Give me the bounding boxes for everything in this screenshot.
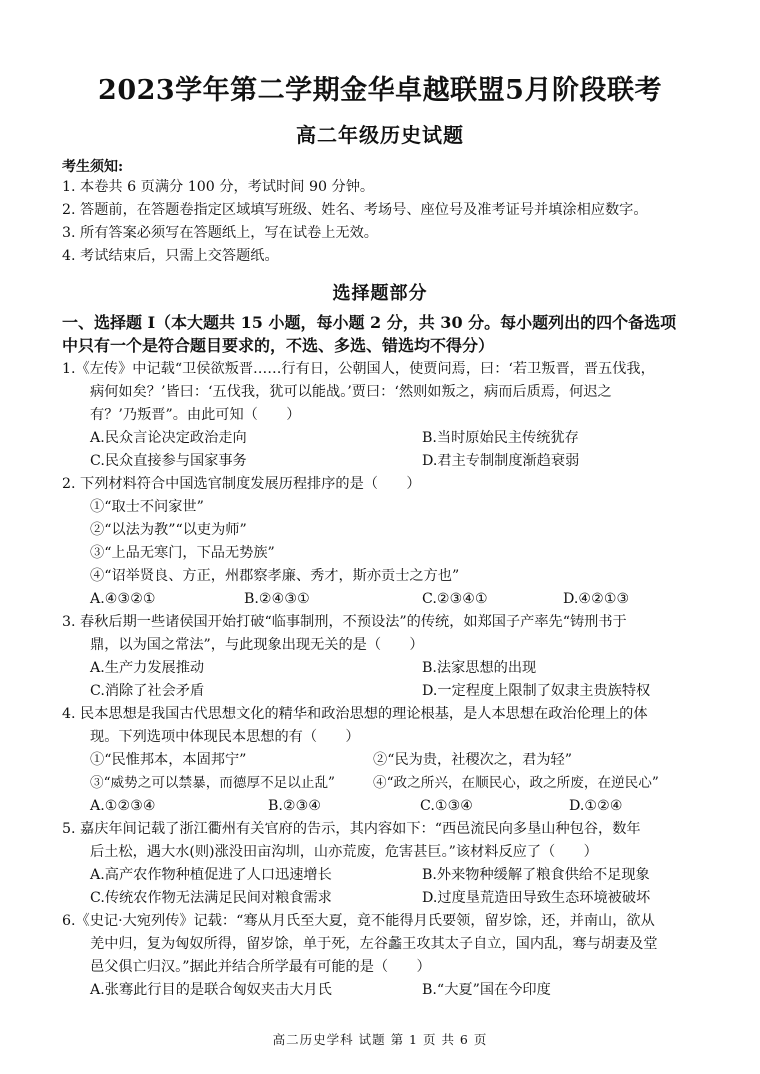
question-3-option-d: D.一定程度上限制了奴隶主贵族特权: [422, 683, 651, 699]
question-6-option-a: A.张骞此行目的是联合匈奴夹击大月氏: [90, 982, 332, 998]
question-6-option-b: B.“大夏”国在今印度: [422, 982, 551, 998]
question-1-stem: 有？’乃叛晋”。由此可知（ ）: [90, 407, 301, 423]
question-1-stem: 1.《左传》中记载“卫侯欲叛晋……行有日，公朝国人，使贾问焉，曰：‘若卫叛晋，晋五伐我，: [62, 361, 655, 377]
question-4-stem: 4. 民本思想是我国古代思想文化的精华和政治思想的理论根基，是人本思想在政治伦理上的体: [62, 706, 648, 722]
notice-item: 1. 本卷共 6 页满分 100 分，考试时间 90 分钟。: [62, 179, 375, 195]
question-6-stem: 羌中归，复为匈奴所得，留岁馀，单于死，左谷蠡王攻其太子自立，国内乱，骞与胡妻及堂: [90, 936, 658, 952]
question-1-stem: 病何如矣？’皆曰：‘五伐我，犹可以能战。’贾曰：‘然则如叛之，病而后质焉，何迟之: [90, 384, 612, 400]
part-instruction: 中只有一个是符合题目要求的，不选、多选、错选均不得分）: [62, 336, 495, 355]
question-3-option-b: B.法家思想的出现: [422, 660, 537, 676]
question-3-option-a: A.生产力发展推动: [90, 660, 205, 676]
question-2-option-d: D.④②①③: [563, 591, 630, 607]
part-instruction: 一、选择题 I（本大题共 15 小题，每小题 2 分，共 30 分。每小题列出的四个备选项: [62, 313, 677, 332]
question-6-stem: 邑父俱亡归汉。”据此并结合所学最有可能的是（ ）: [90, 959, 431, 975]
question-2-stem: 2. 下列材料符合中国选官制度发展历程排序的是（ ）: [62, 476, 421, 492]
question-5-option-a: A.高产农作物种植促进了人口迅速增长: [90, 867, 332, 883]
notice-item: 3. 所有答案必须写在答题纸上，写在试卷上无效。: [62, 225, 378, 241]
question-5-option-b: B.外来物种缓解了粮食供给不足现象: [422, 867, 650, 883]
question-6-stem: 6.《史记·大宛列传》记载：“骞从月氏至大夏，竟不能得月氏要领，留岁馀，还，并南山，欲从: [62, 913, 655, 929]
question-4-option-c: C.①③④: [420, 798, 474, 814]
question-1-option-b: B.当时原始民主传统犹存: [422, 430, 579, 446]
question-5-option-d: D.过度垦荒造田导致生态环境被破坏: [422, 890, 651, 906]
question-1-option-a: A.民众言论决定政治走向: [90, 430, 247, 446]
question-5-option-c: C.传统农作物无法满足民间对粮食需求: [90, 890, 332, 906]
question-4-option-b: B.②③④: [268, 798, 322, 814]
notice-item: 2. 答题前，在答题卷指定区域填写班级、姓名、考场号、座位号及准考证号并填涂相应数字。: [62, 202, 648, 218]
section-title: 选择题部分: [332, 283, 428, 304]
question-3-stem: 3. 春秋后期一些诸侯国开始打破“临事制刑，不预设法”的传统，如郑国子产率先“铸刑书于: [62, 614, 627, 630]
question-2-option-a: A.④③②①: [90, 591, 156, 607]
question-2-item: ①“取士不问家世”: [90, 499, 204, 515]
question-1-option-c: C.民众直接参与国家事务: [90, 453, 247, 469]
question-4-item: ③“威势之可以禁暴，而德厚不足以止乱”: [90, 775, 335, 791]
notice-heading: 考生须知:: [62, 159, 124, 175]
exam-subtitle: 高二年级历史试题: [296, 123, 464, 147]
question-2-item: ③“上品无寒门，下品无势族”: [90, 545, 275, 561]
question-4-item: ②“民为贵，社稷次之，君为轻”: [373, 752, 572, 768]
question-4-option-d: D.①②④: [569, 798, 623, 814]
question-1-option-d: D.君主专制制度渐趋衰弱: [422, 453, 580, 469]
question-4-item: ①“民惟邦本，本固邦宁”: [90, 752, 247, 768]
question-2-item: ②“以法为教”“以吏为师”: [90, 522, 247, 538]
page-footer: 高二历史学科 试题 第 1 页 共 6 页: [272, 1032, 488, 1047]
question-2-option-b: B.②④③①: [244, 591, 310, 607]
notice-item: 4. 考试结束后，只需上交答题纸。: [62, 248, 279, 264]
question-2-item: ④“诏举贤良、方正，州郡察孝廉、秀才，斯亦贡士之方也”: [90, 568, 460, 584]
question-5-stem: 后土松，遇大水(则)涨没田亩沟圳，山亦荒废，危害甚巨。”该材料反应了（ ）: [90, 844, 598, 860]
exam-title: 2023学年第二学期金华卓越联盟5月阶段联考: [98, 75, 662, 106]
question-4-stem: 现。下列选项中体现民本思想的有（ ）: [90, 729, 360, 745]
question-3-option-c: C.消除了社会矛盾: [90, 683, 205, 699]
question-3-stem: 鼎，以为国之常法”，与此现象出现无关的是（ ）: [90, 637, 424, 653]
question-2-option-c: C.②③④①: [422, 591, 488, 607]
question-5-stem: 5. 嘉庆年间记载了浙江衢州有关官府的告示，其内容如下：“西邑流民向多垦山种包谷，数年: [62, 821, 641, 837]
question-4-item: ④“政之所兴，在顺民心，政之所废，在逆民心”: [373, 775, 659, 791]
question-4-option-a: A.①②③④: [90, 798, 156, 814]
